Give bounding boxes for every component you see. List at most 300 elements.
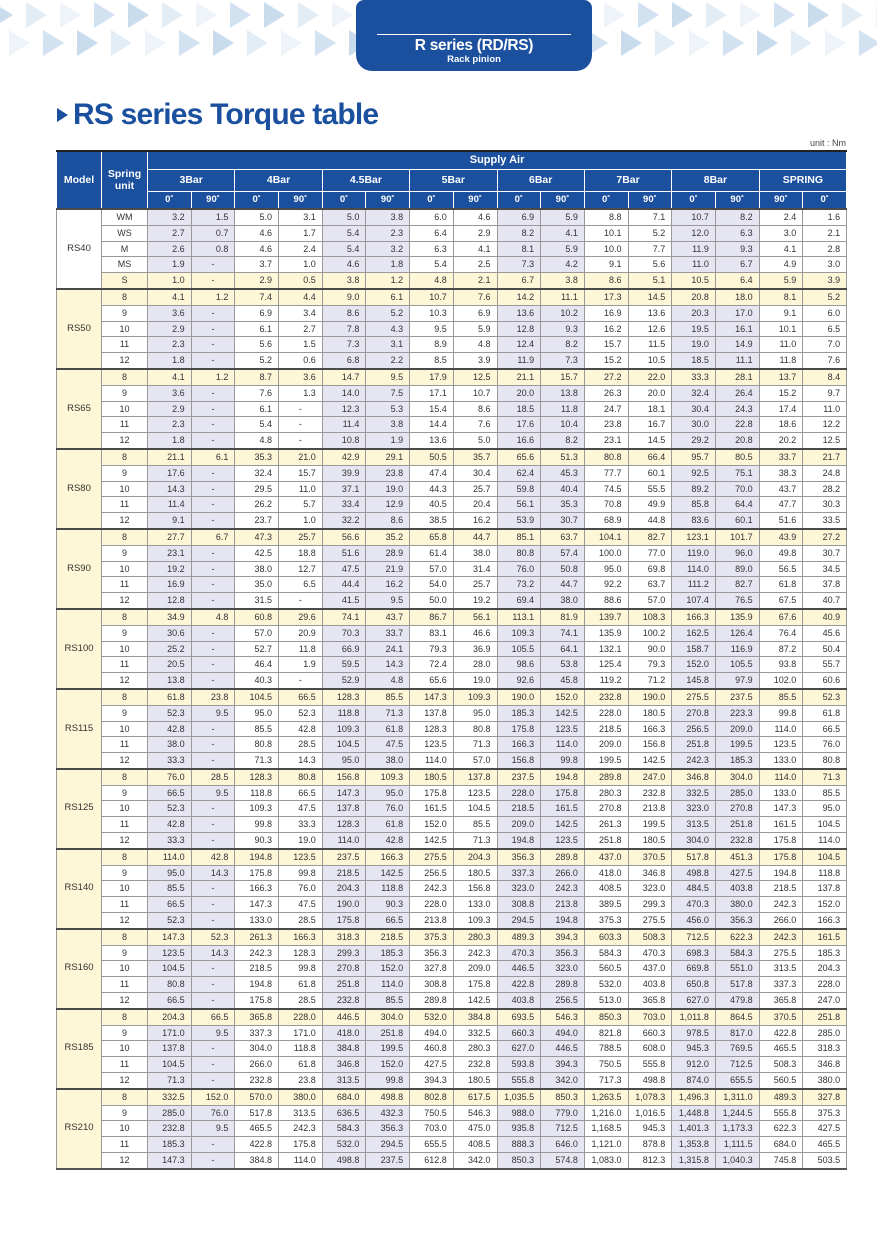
value-cell: 85.1 <box>497 529 541 545</box>
value-cell: 655.5 <box>410 1137 454 1153</box>
value-cell: 65.6 <box>497 449 541 465</box>
value-cell: 8.2 <box>541 337 585 353</box>
model-block-rs50 <box>57 289 847 369</box>
value-cell: 3.8 <box>541 273 585 289</box>
value-cell: 470.3 <box>628 945 672 961</box>
table-row <box>57 449 847 465</box>
value-cell: 26.3 <box>584 385 628 401</box>
value-cell: 375.3 <box>803 1105 847 1121</box>
value-cell: 77.0 <box>628 545 672 561</box>
value-cell: 593.8 <box>497 1057 541 1073</box>
value-cell: - <box>191 897 235 913</box>
value-cell: 118.8 <box>322 705 366 721</box>
value-cell: 194.8 <box>541 769 585 785</box>
value-cell: 135.9 <box>584 625 628 641</box>
value-cell: 40.5 <box>410 497 454 513</box>
table-row <box>57 481 847 497</box>
value-cell: 1,078.3 <box>628 1089 672 1105</box>
value-cell: 0.5 <box>279 273 323 289</box>
value-cell: - <box>191 353 235 369</box>
value-cell: 4.8 <box>191 609 235 625</box>
value-cell: 389.5 <box>584 897 628 913</box>
value-cell: 356.3 <box>410 945 454 961</box>
table-row <box>57 881 847 897</box>
value-cell: 237.5 <box>322 849 366 865</box>
value-cell: 1.0 <box>148 273 192 289</box>
value-cell: 33.5 <box>803 513 847 529</box>
value-cell: - <box>191 337 235 353</box>
table-row <box>57 609 847 625</box>
value-cell: 6.9 <box>453 305 497 321</box>
value-cell: 16.9 <box>584 305 628 321</box>
value-cell: 80.8 <box>497 545 541 561</box>
value-cell: 190.0 <box>322 897 366 913</box>
value-cell: 114.0 <box>672 561 716 577</box>
value-cell: 6.0 <box>410 209 454 225</box>
value-cell: 10.4 <box>541 417 585 433</box>
value-cell: 33.7 <box>366 625 410 641</box>
table-row <box>57 1121 847 1137</box>
value-cell: 64.1 <box>541 641 585 657</box>
value-cell: 156.8 <box>628 737 672 753</box>
right-arrow-icon <box>57 108 68 122</box>
value-cell: 698.3 <box>672 945 716 961</box>
value-cell: 137.8 <box>803 881 847 897</box>
spring-unit-cell: 10 <box>102 401 148 417</box>
value-cell: 456.0 <box>672 913 716 929</box>
value-cell: 45.6 <box>803 625 847 641</box>
value-cell: 194.8 <box>235 849 279 865</box>
value-cell: 14.3 <box>148 481 192 497</box>
value-cell: 1.9 <box>366 433 410 449</box>
degree-header: 0˚ <box>322 191 366 209</box>
value-cell: 2.4 <box>759 209 803 225</box>
value-cell: 945.3 <box>628 1121 672 1137</box>
value-cell: 11.0 <box>759 337 803 353</box>
value-cell: 6.3 <box>715 225 759 241</box>
value-cell: 4.8 <box>235 433 279 449</box>
value-cell: 12.6 <box>628 321 672 337</box>
value-cell: - <box>191 577 235 593</box>
value-cell: 44.7 <box>453 529 497 545</box>
value-cell: 61.8 <box>759 577 803 593</box>
value-cell: 18.5 <box>672 353 716 369</box>
value-cell: 251.8 <box>803 1009 847 1025</box>
spring-unit-cell: 12 <box>102 593 148 609</box>
value-cell: - <box>279 673 323 689</box>
value-cell: 228.0 <box>584 705 628 721</box>
value-cell: 24.3 <box>715 401 759 417</box>
value-cell: 42.8 <box>148 817 192 833</box>
value-cell: 12.5 <box>803 433 847 449</box>
value-cell: 475.0 <box>453 1121 497 1137</box>
table-row <box>57 961 847 977</box>
value-cell: 270.8 <box>672 705 716 721</box>
value-cell: 574.8 <box>541 1153 585 1169</box>
table-row <box>57 353 847 369</box>
value-cell: 12.4 <box>497 337 541 353</box>
value-cell: 403.8 <box>715 881 759 897</box>
value-cell: 35.3 <box>541 497 585 513</box>
spring-unit-cell: WM <box>102 209 148 225</box>
degree-header: 90˚ <box>759 191 803 209</box>
value-cell: 42.8 <box>148 721 192 737</box>
table-row <box>57 369 847 385</box>
value-cell: 147.3 <box>759 801 803 817</box>
value-cell: 12.9 <box>366 497 410 513</box>
value-cell: 29.2 <box>672 433 716 449</box>
value-cell: 66.5 <box>148 897 192 913</box>
value-cell: 25.2 <box>148 641 192 657</box>
value-cell: 2.9 <box>148 321 192 337</box>
value-cell: 228.0 <box>803 977 847 993</box>
value-cell: 76.4 <box>759 625 803 641</box>
value-cell: 299.3 <box>628 897 672 913</box>
value-cell: 109.3 <box>366 769 410 785</box>
value-cell: 47.3 <box>235 529 279 545</box>
value-cell: 53.8 <box>541 657 585 673</box>
value-cell: 16.7 <box>628 417 672 433</box>
spring-unit-cell: 8 <box>102 849 148 865</box>
value-cell: 109.3 <box>235 801 279 817</box>
value-cell: 49.8 <box>759 545 803 561</box>
value-cell: 42.8 <box>191 849 235 865</box>
value-cell: 166.3 <box>628 721 672 737</box>
supply-air-header: Supply Air <box>148 151 847 169</box>
table-row <box>57 993 847 1009</box>
value-cell: 66.5 <box>148 785 192 801</box>
value-cell: 70.3 <box>322 625 366 641</box>
spring-unit-cell: 10 <box>102 881 148 897</box>
value-cell: 1,168.5 <box>584 1121 628 1137</box>
value-cell: 232.8 <box>584 689 628 705</box>
value-cell: 7.7 <box>628 241 672 257</box>
spring-unit-cell: 8 <box>102 529 148 545</box>
value-cell: 65.8 <box>410 529 454 545</box>
value-cell: 85.5 <box>235 721 279 737</box>
value-cell: 10.8 <box>322 433 366 449</box>
value-cell: - <box>191 833 235 849</box>
value-cell: 28.5 <box>279 913 323 929</box>
value-cell: 204.3 <box>322 881 366 897</box>
value-cell: 44.4 <box>322 577 366 593</box>
value-cell: 289.8 <box>541 849 585 865</box>
value-cell: 7.6 <box>235 385 279 401</box>
value-cell: 489.3 <box>759 1089 803 1105</box>
value-cell: 608.0 <box>628 1041 672 1057</box>
table-row <box>57 529 847 545</box>
value-cell: 108.3 <box>628 609 672 625</box>
value-cell: 612.8 <box>410 1153 454 1169</box>
spring-unit-cell: 8 <box>102 929 148 945</box>
value-cell: 8.2 <box>715 209 759 225</box>
value-cell: 33.7 <box>759 449 803 465</box>
value-cell: 77.7 <box>584 465 628 481</box>
model-block-rs115 <box>57 689 847 769</box>
value-cell: 23.1 <box>148 545 192 561</box>
value-cell: 546.3 <box>453 1105 497 1121</box>
value-cell: 3.8 <box>322 273 366 289</box>
value-cell: 38.5 <box>410 513 454 529</box>
value-cell: 788.5 <box>584 1041 628 1057</box>
value-cell: - <box>191 993 235 1009</box>
value-cell: 8.6 <box>584 273 628 289</box>
spring-unit-cell: 12 <box>102 913 148 929</box>
model-block-rs90 <box>57 529 847 609</box>
table-row <box>57 769 847 785</box>
value-cell: 313.5 <box>759 961 803 977</box>
value-cell: 204.3 <box>148 1009 192 1025</box>
bar-header-3bar: 3Bar <box>148 169 235 191</box>
value-cell: 123.5 <box>148 945 192 961</box>
value-cell: 1,083.0 <box>584 1153 628 1169</box>
value-cell: 446.5 <box>541 1041 585 1057</box>
value-cell: 139.7 <box>584 609 628 625</box>
value-cell: 228.0 <box>410 897 454 913</box>
value-cell: 2.3 <box>148 417 192 433</box>
value-cell: 171.0 <box>279 1025 323 1041</box>
value-cell: 61.8 <box>366 721 410 737</box>
value-cell: 14.5 <box>628 289 672 305</box>
value-cell: 551.0 <box>715 961 759 977</box>
value-cell: 4.8 <box>410 273 454 289</box>
value-cell: 104.5 <box>148 961 192 977</box>
value-cell: 218.5 <box>322 865 366 881</box>
degree-header: 90˚ <box>628 191 672 209</box>
value-cell: 30.3 <box>803 497 847 513</box>
value-cell: 11.0 <box>279 481 323 497</box>
value-cell: 30.0 <box>672 417 716 433</box>
value-cell: 30.7 <box>803 545 847 561</box>
value-cell: 26.2 <box>235 497 279 513</box>
table-row <box>57 1137 847 1153</box>
value-cell: 4.4 <box>279 289 323 305</box>
spring-unit-cell: 11 <box>102 337 148 353</box>
value-cell: 427.5 <box>803 1121 847 1137</box>
spring-unit-cell: 12 <box>102 673 148 689</box>
value-cell: 275.5 <box>672 689 716 705</box>
value-cell: 69.8 <box>628 561 672 577</box>
value-cell: 11.4 <box>148 497 192 513</box>
value-cell: 11.9 <box>497 353 541 369</box>
value-cell: 394.3 <box>410 1073 454 1089</box>
table-row <box>57 753 847 769</box>
value-cell: 111.2 <box>672 577 716 593</box>
spring-unit-cell: 10 <box>102 1041 148 1057</box>
value-cell: 712.5 <box>541 1121 585 1137</box>
value-cell: 9.1 <box>759 305 803 321</box>
value-cell: 11.0 <box>803 401 847 417</box>
value-cell: 116.9 <box>715 641 759 657</box>
value-cell: 7.6 <box>453 417 497 433</box>
value-cell: 13.6 <box>410 433 454 449</box>
value-cell: 8.6 <box>366 513 410 529</box>
value-cell: 3.1 <box>279 209 323 225</box>
value-cell: 105.5 <box>715 657 759 673</box>
value-cell: 365.8 <box>759 993 803 1009</box>
value-cell: 126.4 <box>715 625 759 641</box>
value-cell: 35.3 <box>235 449 279 465</box>
value-cell: 114.0 <box>541 737 585 753</box>
value-cell: 88.6 <box>584 593 628 609</box>
value-cell: 11.5 <box>628 337 672 353</box>
value-cell: 394.3 <box>541 929 585 945</box>
value-cell: - <box>191 1041 235 1057</box>
value-cell: - <box>191 481 235 497</box>
value-cell: 47.4 <box>410 465 454 481</box>
value-cell: 408.5 <box>584 881 628 897</box>
value-cell: 304.0 <box>235 1041 279 1057</box>
value-cell: 18.8 <box>279 545 323 561</box>
value-cell: 242.3 <box>672 753 716 769</box>
value-cell: 33.4 <box>322 497 366 513</box>
value-cell: 6.8 <box>322 353 366 369</box>
value-cell: 7.5 <box>366 385 410 401</box>
value-cell: 365.8 <box>628 993 672 1009</box>
value-cell: 1.8 <box>366 257 410 273</box>
value-cell: - <box>191 513 235 529</box>
value-cell: 52.9 <box>322 673 366 689</box>
model-cell: RS125 <box>57 769 102 849</box>
value-cell: 8.7 <box>235 369 279 385</box>
value-cell: 199.5 <box>366 1041 410 1057</box>
value-cell: 152.0 <box>672 657 716 673</box>
value-cell: 427.5 <box>410 1057 454 1073</box>
spring-unit-cell: 11 <box>102 977 148 993</box>
value-cell: 147.3 <box>322 785 366 801</box>
value-cell: 32.2 <box>322 513 366 529</box>
value-cell: 2.3 <box>148 337 192 353</box>
value-cell: 560.5 <box>584 961 628 977</box>
value-cell: 76.0 <box>803 737 847 753</box>
value-cell: 145.8 <box>672 673 716 689</box>
value-cell: 147.3 <box>148 929 192 945</box>
value-cell: 817.0 <box>715 1025 759 1041</box>
value-cell: 104.5 <box>148 1057 192 1073</box>
value-cell: 52.3 <box>803 689 847 705</box>
value-cell: 1,353.8 <box>672 1137 716 1153</box>
value-cell: 251.8 <box>584 833 628 849</box>
value-cell: 978.5 <box>672 1025 716 1041</box>
table-row <box>57 561 847 577</box>
value-cell: 261.3 <box>584 817 628 833</box>
value-cell: 9.0 <box>322 289 366 305</box>
value-cell: 142.5 <box>366 865 410 881</box>
value-cell: 16.6 <box>497 433 541 449</box>
value-cell: 95.0 <box>584 561 628 577</box>
value-cell: 7.6 <box>453 289 497 305</box>
value-cell: 5.2 <box>235 353 279 369</box>
value-cell: 152.0 <box>410 817 454 833</box>
value-cell: 9.5 <box>191 1025 235 1041</box>
value-cell: 194.8 <box>235 977 279 993</box>
value-cell: 299.3 <box>322 945 366 961</box>
value-cell: 23.7 <box>235 513 279 529</box>
value-cell: 408.5 <box>453 1137 497 1153</box>
value-cell: 194.8 <box>541 913 585 929</box>
value-cell: 218.5 <box>235 961 279 977</box>
value-cell: 80.5 <box>715 449 759 465</box>
value-cell: 11.9 <box>672 241 716 257</box>
value-cell: 128.3 <box>410 721 454 737</box>
value-cell: 13.6 <box>497 305 541 321</box>
value-cell: 494.0 <box>410 1025 454 1041</box>
value-cell: 40.4 <box>541 481 585 497</box>
table-row <box>57 401 847 417</box>
value-cell: 67.5 <box>759 593 803 609</box>
model-block-rs40 <box>57 209 847 289</box>
value-cell: 280.3 <box>453 929 497 945</box>
value-cell: 1.8 <box>148 433 192 449</box>
spring-unit-cell: 12 <box>102 1073 148 1089</box>
value-cell: 21.1 <box>148 449 192 465</box>
value-cell: 66.9 <box>322 641 366 657</box>
value-cell: 294.5 <box>497 913 541 929</box>
value-cell: - <box>191 673 235 689</box>
spring-unit-cell: MS <box>102 257 148 273</box>
value-cell: 199.5 <box>628 817 672 833</box>
value-cell: 20.8 <box>672 289 716 305</box>
value-cell: 15.7 <box>584 337 628 353</box>
value-cell: 209.0 <box>453 961 497 977</box>
value-cell: 294.5 <box>366 1137 410 1153</box>
spring-unit-cell: 12 <box>102 993 148 1009</box>
table-row <box>57 1089 847 1105</box>
value-cell: 19.0 <box>453 673 497 689</box>
value-cell: 346.8 <box>628 865 672 881</box>
value-cell: - <box>191 801 235 817</box>
value-cell: 54.0 <box>410 577 454 593</box>
value-cell: 24.7 <box>584 401 628 417</box>
value-cell: 16.2 <box>453 513 497 529</box>
value-cell: 57.0 <box>453 753 497 769</box>
value-cell: 152.0 <box>191 1089 235 1105</box>
value-cell: 218.5 <box>759 881 803 897</box>
value-cell: - <box>191 561 235 577</box>
value-cell: 323.0 <box>628 881 672 897</box>
value-cell: 313.5 <box>279 1105 323 1121</box>
value-cell: 318.3 <box>322 929 366 945</box>
value-cell: 76.0 <box>279 881 323 897</box>
value-cell: 95.7 <box>672 449 716 465</box>
table-row <box>57 273 847 289</box>
value-cell: 59.5 <box>322 657 366 673</box>
table-row <box>57 593 847 609</box>
value-cell: 76.0 <box>191 1105 235 1121</box>
value-cell: 337.3 <box>497 865 541 881</box>
value-cell: 256.5 <box>541 993 585 1009</box>
value-cell: 204.3 <box>453 849 497 865</box>
value-cell: - <box>191 1057 235 1073</box>
value-cell: 70.0 <box>715 481 759 497</box>
value-cell: 384.8 <box>322 1041 366 1057</box>
value-cell: 114.0 <box>759 769 803 785</box>
value-cell: 12.0 <box>672 225 716 241</box>
value-cell: 864.5 <box>715 1009 759 1025</box>
value-cell: 422.8 <box>759 1025 803 1041</box>
value-cell: 508.3 <box>759 1057 803 1073</box>
value-cell: 71.3 <box>453 833 497 849</box>
value-cell: 470.3 <box>672 897 716 913</box>
bar-header-4bar: 4Bar <box>235 169 322 191</box>
table-row <box>57 385 847 401</box>
value-cell: 133.0 <box>759 785 803 801</box>
value-cell: - <box>191 1073 235 1089</box>
value-cell: 12.2 <box>803 417 847 433</box>
value-cell: 1.8 <box>148 353 192 369</box>
table-header <box>57 151 847 209</box>
value-cell: 175.8 <box>759 833 803 849</box>
